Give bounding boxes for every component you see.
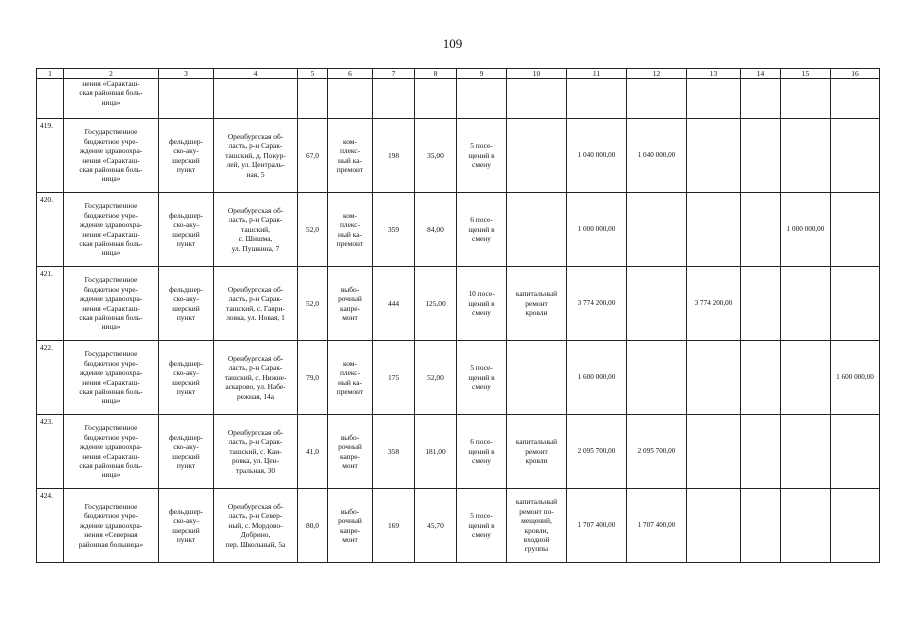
cell-work-description — [507, 341, 567, 415]
cell-row-number: 422. — [37, 341, 64, 415]
cell-year-col12: 2 095 700,00 — [627, 415, 687, 489]
cell-year-col15 — [781, 489, 831, 563]
cell-year-col12 — [627, 267, 687, 341]
table-row — [37, 415, 880, 489]
cell-capacity: 5 посе- щений в смену — [457, 489, 507, 563]
cell-area: 79,0 — [298, 341, 328, 415]
cell-year-col13 — [687, 341, 741, 415]
cell-empty — [741, 79, 781, 119]
cell-work-description — [507, 193, 567, 267]
cell-year-col12 — [627, 341, 687, 415]
column-header: 16 — [831, 69, 880, 79]
cell-facility-type: фельдшер- ско-аку- шерский пункт — [159, 193, 214, 267]
column-header: 3 — [159, 69, 214, 79]
cell-year-col12: 1 040 000,00 — [627, 119, 687, 193]
cell-empty — [457, 79, 507, 119]
cell-organization: Государственное бюджетное учре- ждение здравоохра- нения «Саракташ- ская районная боль- ница» — [64, 415, 159, 489]
cell-work-type: выбо- рочный капре- монт — [328, 489, 373, 563]
cell-work-description: капитальный ремонт по- мещений, кровли, входной группы — [507, 489, 567, 563]
cell-year-col12 — [627, 193, 687, 267]
table-row — [37, 341, 880, 415]
cell-work-type: ком- плекс- ный ка- премонт — [328, 341, 373, 415]
cell-col7: 198 — [373, 119, 415, 193]
cell-year-col15 — [781, 267, 831, 341]
cell-year-col14 — [741, 415, 781, 489]
cell-work-type: выбо- рочный капре- монт — [328, 267, 373, 341]
column-header: 8 — [415, 69, 457, 79]
cell-col8: 45,70 — [415, 489, 457, 563]
cell-year-col13 — [687, 415, 741, 489]
cell-year-col16 — [831, 119, 880, 193]
cell-capacity: 5 посе- щений в смену — [457, 341, 507, 415]
cell-year-col13 — [687, 119, 741, 193]
cell-address: Оренбургская об- ласть, р-н Сарак- ташский, с. Гаври- ловка, ул. Новая, 1 — [214, 267, 298, 341]
cell-organization: Государственное бюджетное учре- ждение здравоохра- нения «Саракташ- ская районная боль- ница» — [64, 267, 159, 341]
cell-empty — [328, 79, 373, 119]
cell-col8: 181,00 — [415, 415, 457, 489]
page-number: 109 — [442, 36, 463, 51]
cell-address: Оренбургская об- ласть, р-н Сарак- ташский, д. Покур- лей, ул. Централь- ная, 5 — [214, 119, 298, 193]
cell-year-col15 — [781, 415, 831, 489]
cell-row-number: 423. — [37, 415, 64, 489]
cell-year-col15 — [781, 341, 831, 415]
cell-row-number: 424. — [37, 489, 64, 563]
column-header: 13 — [687, 69, 741, 79]
cell-capacity: 10 посе- щений в смену — [457, 267, 507, 341]
cell-address: Оренбургская об- ласть, р-н Сарак- ташский, с. Каи- ровка, ул. Цен- тральная, 30 — [214, 415, 298, 489]
column-header: 1 — [37, 69, 64, 79]
cell-work-type: выбо- рочный капре- монт — [328, 415, 373, 489]
cell-address: Оренбургская об- ласть, р-н Сарак- ташский, с. Шишма, ул. Пушкина, 7 — [214, 193, 298, 267]
column-header: 6 — [328, 69, 373, 79]
cell-total-cost: 3 774 200,00 — [567, 267, 627, 341]
cell-year-col15 — [781, 119, 831, 193]
continuation-row — [37, 79, 880, 119]
cell-empty — [781, 79, 831, 119]
cell-year-col16 — [831, 489, 880, 563]
cell-empty — [627, 79, 687, 119]
cell-empty — [298, 79, 328, 119]
cell-empty — [831, 79, 880, 119]
column-header: 7 — [373, 69, 415, 79]
cell-row-number: 421. — [37, 267, 64, 341]
cell-col7: 444 — [373, 267, 415, 341]
cell-empty — [687, 79, 741, 119]
column-number-row — [37, 69, 880, 79]
cell-area: 52,0 — [298, 193, 328, 267]
cell-facility-type: фельдшер- ско-аку- шерский пункт — [159, 489, 214, 563]
cell-col8: 52,00 — [415, 341, 457, 415]
cell-total-cost: 1 600 000,00 — [567, 341, 627, 415]
cell-col7: 175 — [373, 341, 415, 415]
cell-year-col14 — [741, 193, 781, 267]
cell-empty — [507, 79, 567, 119]
cell-empty — [159, 79, 214, 119]
table-row — [37, 267, 880, 341]
cell-area: 52,0 — [298, 267, 328, 341]
cell-year-col15: 1 000 000,00 — [781, 193, 831, 267]
cell-year-col14 — [741, 267, 781, 341]
cell-facility-type: фельдшер- ско-аку- шерский пункт — [159, 267, 214, 341]
cell-area: 41,0 — [298, 415, 328, 489]
cell-col7: 169 — [373, 489, 415, 563]
cell-total-cost: 1 707 400,00 — [567, 489, 627, 563]
cell-area: 67,0 — [298, 119, 328, 193]
column-header: 12 — [627, 69, 687, 79]
cell-capacity: 6 посе- щений в смену — [457, 193, 507, 267]
cell-col8: 84,00 — [415, 193, 457, 267]
cell-capacity: 6 посе- щений в смену — [457, 415, 507, 489]
cell-col7: 359 — [373, 193, 415, 267]
cell-capacity: 5 посе- щений в смену — [457, 119, 507, 193]
cell-row-number: 420. — [37, 193, 64, 267]
table-row — [37, 193, 880, 267]
column-header: 5 — [298, 69, 328, 79]
cell-work-type: ком- плекс- ный ка- премонт — [328, 193, 373, 267]
cell-empty — [567, 79, 627, 119]
column-header: 2 — [64, 69, 159, 79]
cell-facility-type: фельдшер- ско-аку- шерский пункт — [159, 341, 214, 415]
cell-organization: Государственное бюджетное учре- ждение здравоохра- нения «Северная районная больница» — [64, 489, 159, 563]
cell-year-col13 — [687, 489, 741, 563]
cell-total-cost: 1 040 000,00 — [567, 119, 627, 193]
cell-organization: Государственное бюджетное учре- ждение здравоохра- нения «Саракташ- ская районная боль- ница» — [64, 341, 159, 415]
facilities-table — [36, 68, 880, 563]
cell-year-col14 — [741, 119, 781, 193]
cell-organization: Государственное бюджетное учре- ждение здравоохра- нения «Саракташ- ская районная боль- ница» — [64, 193, 159, 267]
cell-empty — [214, 79, 298, 119]
cell-address: Оренбургская об- ласть, р-н Север- ный, с. Мордово- Добрино, пер. Школьный, 5а — [214, 489, 298, 563]
cell-facility-type: фельдшер- ско-аку- шерский пункт — [159, 415, 214, 489]
cell-organization: Государственное бюджетное учре- ждение здравоохра- нения «Саракташ- ская районная боль- ница» — [64, 119, 159, 193]
column-header: 4 — [214, 69, 298, 79]
cell-year-col16 — [831, 267, 880, 341]
cell-col8: 35,00 — [415, 119, 457, 193]
cell-year-col13: 3 774 200,00 — [687, 267, 741, 341]
column-header: 11 — [567, 69, 627, 79]
cell-empty — [37, 79, 64, 119]
cell-year-col14 — [741, 341, 781, 415]
cell-work-type: ком- плекс- ный ка- премонт — [328, 119, 373, 193]
cell-empty — [373, 79, 415, 119]
table-row — [37, 119, 880, 193]
cell-year-col16 — [831, 193, 880, 267]
column-header: 10 — [507, 69, 567, 79]
cell-work-description — [507, 119, 567, 193]
cell-work-description: капитальный ремонт кровли — [507, 415, 567, 489]
cell-address: Оренбургская об- ласть, р-н Сарак- ташский, с. Нижне- аскарово, ул. Набе- режная, 14а — [214, 341, 298, 415]
cell-work-description: капитальный ремонт кровли — [507, 267, 567, 341]
cell-organization: нения «Саракташ- ская районная боль- ница» — [64, 79, 159, 119]
cell-total-cost: 2 095 700,00 — [567, 415, 627, 489]
table-row — [37, 489, 880, 563]
cell-facility-type: фельдшер- ско-аку- шерский пункт — [159, 119, 214, 193]
cell-row-number: 419. — [37, 119, 64, 193]
column-header: 15 — [781, 69, 831, 79]
column-header: 9 — [457, 69, 507, 79]
cell-year-col13 — [687, 193, 741, 267]
column-header: 14 — [741, 69, 781, 79]
cell-empty — [415, 79, 457, 119]
cell-col8: 125,00 — [415, 267, 457, 341]
cell-year-col12: 1 707 400,00 — [627, 489, 687, 563]
cell-year-col14 — [741, 489, 781, 563]
cell-year-col16: 1 600 000,00 — [831, 341, 880, 415]
cell-area: 80,0 — [298, 489, 328, 563]
cell-total-cost: 1 000 000,00 — [567, 193, 627, 267]
cell-col7: 358 — [373, 415, 415, 489]
cell-year-col16 — [831, 415, 880, 489]
